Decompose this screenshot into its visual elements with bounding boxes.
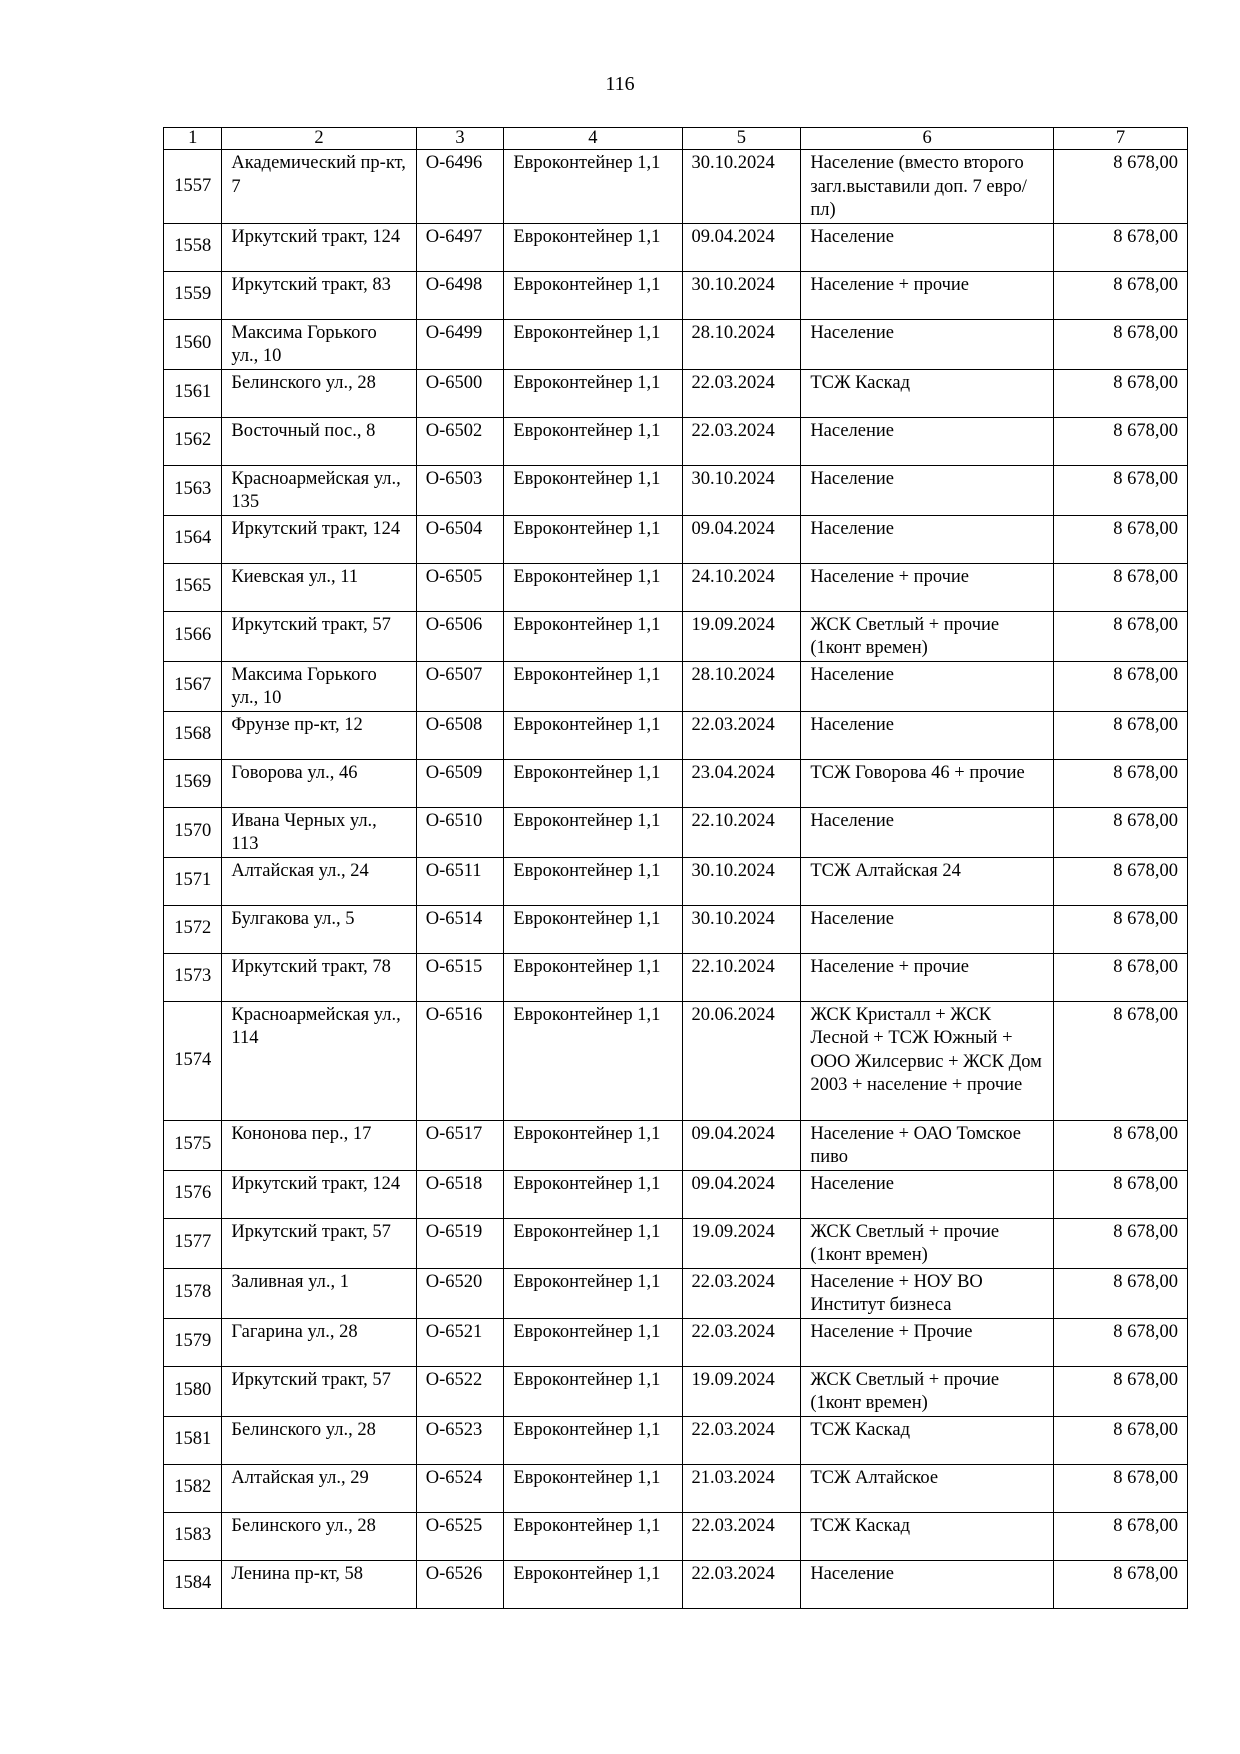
address-cell: Иркутский тракт, 124 (222, 223, 416, 271)
row-number: 1566 (164, 611, 222, 661)
address-cell: Булгакова ул., 5 (222, 905, 416, 953)
date-cell: 22.03.2024 (682, 1416, 801, 1464)
date-cell: 30.10.2024 (682, 465, 801, 515)
header-row (164, 128, 1188, 150)
row-number: 1568 (164, 711, 222, 759)
amount-cell: 8 678,00 (1054, 611, 1188, 661)
container-type-cell: Евроконтейнер 1,1 (504, 905, 682, 953)
address-cell: Восточный пос., 8 (222, 417, 416, 465)
date-cell: 22.03.2024 (682, 1268, 801, 1318)
table-row (164, 1268, 1188, 1318)
address-cell: Красноармейская ул., 135 (222, 465, 416, 515)
address-cell: Белинского ул., 28 (222, 1512, 416, 1560)
container-code-cell: О-6515 (416, 953, 504, 1001)
container-code-cell: О-6500 (416, 369, 504, 417)
container-registry-table (163, 127, 1188, 1609)
container-code-cell: О-6522 (416, 1366, 504, 1416)
address-cell: Иркутский тракт, 83 (222, 271, 416, 319)
date-cell: 19.09.2024 (682, 611, 801, 661)
container-code-cell: О-6508 (416, 711, 504, 759)
address-cell: Ленина пр-кт, 58 (222, 1560, 416, 1608)
row-number: 1584 (164, 1560, 222, 1608)
owner-cell: Население (801, 465, 1054, 515)
container-type-cell: Евроконтейнер 1,1 (504, 1366, 682, 1416)
row-number: 1569 (164, 759, 222, 807)
owner-cell: Население (801, 1560, 1054, 1608)
owner-cell: Население (801, 661, 1054, 711)
amount-cell: 8 678,00 (1054, 1366, 1188, 1416)
amount-cell: 8 678,00 (1054, 1416, 1188, 1464)
amount-cell: 8 678,00 (1054, 1560, 1188, 1608)
row-number: 1575 (164, 1120, 222, 1170)
owner-cell: Население (801, 905, 1054, 953)
container-code-cell: О-6496 (416, 150, 504, 224)
owner-cell: ТСЖ Каскад (801, 369, 1054, 417)
header-cell: 5 (682, 128, 801, 150)
container-type-cell: Евроконтейнер 1,1 (504, 661, 682, 711)
table-row (164, 611, 1188, 661)
table-row (164, 661, 1188, 711)
container-type-cell: Евроконтейнер 1,1 (504, 1120, 682, 1170)
container-type-cell: Евроконтейнер 1,1 (504, 807, 682, 857)
amount-cell: 8 678,00 (1054, 857, 1188, 905)
row-number: 1574 (164, 1001, 222, 1120)
container-code-cell: О-6520 (416, 1268, 504, 1318)
container-type-cell: Евроконтейнер 1,1 (504, 150, 682, 224)
owner-cell: ТСЖ Алтайская 24 (801, 857, 1054, 905)
date-cell: 24.10.2024 (682, 563, 801, 611)
row-number: 1572 (164, 905, 222, 953)
date-cell: 21.03.2024 (682, 1464, 801, 1512)
address-cell: Академический пр-кт, 7 (222, 150, 416, 224)
owner-cell: Население (801, 417, 1054, 465)
table-row (164, 1170, 1188, 1218)
owner-cell: ЖСК Кристалл + ЖСК Лесной + ТСЖ Южный + ООО Жилсервис + ЖСК Дом 2003 + население + прочие (801, 1001, 1054, 1120)
container-code-cell: О-6519 (416, 1218, 504, 1268)
header-cell: 4 (504, 128, 682, 150)
owner-cell: Население (801, 711, 1054, 759)
date-cell: 28.10.2024 (682, 661, 801, 711)
date-cell: 19.09.2024 (682, 1218, 801, 1268)
date-cell: 09.04.2024 (682, 223, 801, 271)
date-cell: 09.04.2024 (682, 1170, 801, 1218)
table-row (164, 1318, 1188, 1366)
page-number: 116 (605, 73, 635, 95)
container-type-cell: Евроконтейнер 1,1 (504, 369, 682, 417)
container-code-cell: О-6502 (416, 417, 504, 465)
container-code-cell: О-6526 (416, 1560, 504, 1608)
amount-cell: 8 678,00 (1054, 905, 1188, 953)
date-cell: 30.10.2024 (682, 905, 801, 953)
amount-cell: 8 678,00 (1054, 1170, 1188, 1218)
date-cell: 22.03.2024 (682, 1318, 801, 1366)
date-cell: 22.03.2024 (682, 711, 801, 759)
container-code-cell: О-6521 (416, 1318, 504, 1366)
date-cell: 23.04.2024 (682, 759, 801, 807)
container-code-cell: О-6506 (416, 611, 504, 661)
container-type-cell: Евроконтейнер 1,1 (504, 953, 682, 1001)
header-cell: 7 (1054, 128, 1188, 150)
date-cell: 22.03.2024 (682, 1560, 801, 1608)
container-code-cell: О-6504 (416, 515, 504, 563)
container-type-cell: Евроконтейнер 1,1 (504, 611, 682, 661)
amount-cell: 8 678,00 (1054, 515, 1188, 563)
container-code-cell: О-6503 (416, 465, 504, 515)
row-number: 1578 (164, 1268, 222, 1318)
amount-cell: 8 678,00 (1054, 271, 1188, 319)
date-cell: 22.10.2024 (682, 953, 801, 1001)
table-row (164, 1366, 1188, 1416)
address-cell: Киевская ул., 11 (222, 563, 416, 611)
owner-cell: ТСЖ Каскад (801, 1416, 1054, 1464)
container-type-cell: Евроконтейнер 1,1 (504, 1268, 682, 1318)
table-row (164, 857, 1188, 905)
row-number: 1582 (164, 1464, 222, 1512)
owner-cell: ТСЖ Каскад (801, 1512, 1054, 1560)
table-row (164, 1120, 1188, 1170)
table-row (164, 515, 1188, 563)
container-code-cell: О-6510 (416, 807, 504, 857)
container-code-cell: О-6514 (416, 905, 504, 953)
table-row (164, 465, 1188, 515)
date-cell: 28.10.2024 (682, 319, 801, 369)
container-type-cell: Евроконтейнер 1,1 (504, 1464, 682, 1512)
container-type-cell: Евроконтейнер 1,1 (504, 1416, 682, 1464)
table-row (164, 563, 1188, 611)
container-code-cell: О-6517 (416, 1120, 504, 1170)
row-number: 1567 (164, 661, 222, 711)
owner-cell: Население + прочие (801, 563, 1054, 611)
amount-cell: 8 678,00 (1054, 150, 1188, 224)
row-number: 1565 (164, 563, 222, 611)
table-row (164, 953, 1188, 1001)
owner-cell: Население (801, 1170, 1054, 1218)
container-type-cell: Евроконтейнер 1,1 (504, 563, 682, 611)
amount-cell: 8 678,00 (1054, 661, 1188, 711)
row-number: 1563 (164, 465, 222, 515)
owner-cell: Население + прочие (801, 271, 1054, 319)
container-code-cell: О-6523 (416, 1416, 504, 1464)
date-cell: 22.03.2024 (682, 1512, 801, 1560)
date-cell: 20.06.2024 (682, 1001, 801, 1120)
amount-cell: 8 678,00 (1054, 807, 1188, 857)
row-number: 1558 (164, 223, 222, 271)
container-type-cell: Евроконтейнер 1,1 (504, 711, 682, 759)
address-cell: Иркутский тракт, 124 (222, 1170, 416, 1218)
date-cell: 09.04.2024 (682, 515, 801, 563)
table-row (164, 1464, 1188, 1512)
address-cell: Белинского ул., 28 (222, 1416, 416, 1464)
row-number: 1562 (164, 417, 222, 465)
owner-cell: Население (вместо второго загл.выставили доп. 7 евро/пл) (801, 150, 1054, 224)
owner-cell: ЖСК Светлый + прочие (1конт времен) (801, 1218, 1054, 1268)
header-cell: 1 (164, 128, 222, 150)
date-cell: 22.03.2024 (682, 369, 801, 417)
address-cell: Алтайская ул., 24 (222, 857, 416, 905)
table-row (164, 1001, 1188, 1120)
container-type-cell: Евроконтейнер 1,1 (504, 1170, 682, 1218)
date-cell: 30.10.2024 (682, 150, 801, 224)
owner-cell: ТСЖ Говорова 46 + прочие (801, 759, 1054, 807)
amount-cell: 8 678,00 (1054, 563, 1188, 611)
container-type-cell: Евроконтейнер 1,1 (504, 465, 682, 515)
header-cell: 2 (222, 128, 416, 150)
amount-cell: 8 678,00 (1054, 1464, 1188, 1512)
address-cell: Белинского ул., 28 (222, 369, 416, 417)
row-number: 1580 (164, 1366, 222, 1416)
row-number: 1576 (164, 1170, 222, 1218)
owner-cell: Население (801, 807, 1054, 857)
container-code-cell: О-6511 (416, 857, 504, 905)
address-cell: Красноармейская ул., 114 (222, 1001, 416, 1120)
date-cell: 30.10.2024 (682, 271, 801, 319)
container-type-cell: Евроконтейнер 1,1 (504, 759, 682, 807)
amount-cell: 8 678,00 (1054, 1120, 1188, 1170)
row-number: 1564 (164, 515, 222, 563)
amount-cell: 8 678,00 (1054, 1512, 1188, 1560)
owner-cell: Население (801, 515, 1054, 563)
container-code-cell: О-6499 (416, 319, 504, 369)
address-cell: Фрунзе пр-кт, 12 (222, 711, 416, 759)
row-number: 1583 (164, 1512, 222, 1560)
container-type-cell: Евроконтейнер 1,1 (504, 223, 682, 271)
amount-cell: 8 678,00 (1054, 319, 1188, 369)
row-number: 1571 (164, 857, 222, 905)
date-cell: 30.10.2024 (682, 857, 801, 905)
container-code-cell: О-6505 (416, 563, 504, 611)
owner-cell: Население + НОУ ВО Институт бизнеса (801, 1268, 1054, 1318)
table-row (164, 369, 1188, 417)
owner-cell: Население + ОАО Томское пиво (801, 1120, 1054, 1170)
amount-cell: 8 678,00 (1054, 369, 1188, 417)
owner-cell: ЖСК Светлый + прочие (1конт времен) (801, 611, 1054, 661)
table-row (164, 1560, 1188, 1608)
address-cell: Иркутский тракт, 57 (222, 611, 416, 661)
container-type-cell: Евроконтейнер 1,1 (504, 1560, 682, 1608)
address-cell: Гагарина ул., 28 (222, 1318, 416, 1366)
date-cell: 19.09.2024 (682, 1366, 801, 1416)
table-row (164, 1218, 1188, 1268)
container-type-cell: Евроконтейнер 1,1 (504, 319, 682, 369)
table-row (164, 759, 1188, 807)
address-cell: Максима Горького ул., 10 (222, 319, 416, 369)
amount-cell: 8 678,00 (1054, 1268, 1188, 1318)
table-row (164, 223, 1188, 271)
container-type-cell: Евроконтейнер 1,1 (504, 1001, 682, 1120)
owner-cell: Население (801, 319, 1054, 369)
address-cell: Заливная ул., 1 (222, 1268, 416, 1318)
container-type-cell: Евроконтейнер 1,1 (504, 1512, 682, 1560)
row-number: 1557 (164, 150, 222, 224)
row-number: 1560 (164, 319, 222, 369)
header-cell: 3 (416, 128, 504, 150)
amount-cell: 8 678,00 (1054, 1001, 1188, 1120)
container-code-cell: О-6507 (416, 661, 504, 711)
container-code-cell: О-6516 (416, 1001, 504, 1120)
amount-cell: 8 678,00 (1054, 465, 1188, 515)
table-row (164, 807, 1188, 857)
container-type-cell: Евроконтейнер 1,1 (504, 1318, 682, 1366)
table-row (164, 1512, 1188, 1560)
table-row (164, 319, 1188, 369)
address-cell: Иркутский тракт, 57 (222, 1366, 416, 1416)
address-cell: Максима Горького ул., 10 (222, 661, 416, 711)
amount-cell: 8 678,00 (1054, 223, 1188, 271)
owner-cell: Население + прочие (801, 953, 1054, 1001)
address-cell: Иркутский тракт, 57 (222, 1218, 416, 1268)
table-row (164, 150, 1188, 224)
table-row (164, 905, 1188, 953)
date-cell: 22.10.2024 (682, 807, 801, 857)
container-type-cell: Евроконтейнер 1,1 (504, 1218, 682, 1268)
container-code-cell: О-6498 (416, 271, 504, 319)
row-number: 1577 (164, 1218, 222, 1268)
address-cell: Иркутский тракт, 78 (222, 953, 416, 1001)
amount-cell: 8 678,00 (1054, 1218, 1188, 1268)
table-row (164, 711, 1188, 759)
row-number: 1579 (164, 1318, 222, 1366)
address-cell: Говорова ул., 46 (222, 759, 416, 807)
container-type-cell: Евроконтейнер 1,1 (504, 515, 682, 563)
amount-cell: 8 678,00 (1054, 759, 1188, 807)
address-cell: Алтайская ул., 29 (222, 1464, 416, 1512)
table-row (164, 417, 1188, 465)
row-number: 1561 (164, 369, 222, 417)
address-cell: Иркутский тракт, 124 (222, 515, 416, 563)
container-code-cell: О-6509 (416, 759, 504, 807)
row-number: 1559 (164, 271, 222, 319)
table-row (164, 1416, 1188, 1464)
row-number: 1573 (164, 953, 222, 1001)
address-cell: Кононова пер., 17 (222, 1120, 416, 1170)
row-number: 1581 (164, 1416, 222, 1464)
owner-cell: ЖСК Светлый + прочие (1конт времен) (801, 1366, 1054, 1416)
owner-cell: ТСЖ Алтайское (801, 1464, 1054, 1512)
date-cell: 09.04.2024 (682, 1120, 801, 1170)
row-number: 1570 (164, 807, 222, 857)
table-row (164, 271, 1188, 319)
amount-cell: 8 678,00 (1054, 711, 1188, 759)
container-type-cell: Евроконтейнер 1,1 (504, 271, 682, 319)
owner-cell: Население (801, 223, 1054, 271)
container-code-cell: О-6518 (416, 1170, 504, 1218)
amount-cell: 8 678,00 (1054, 1318, 1188, 1366)
address-cell: Ивана Черных ул., 113 (222, 807, 416, 857)
container-type-cell: Евроконтейнер 1,1 (504, 857, 682, 905)
container-code-cell: О-6497 (416, 223, 504, 271)
container-code-cell: О-6525 (416, 1512, 504, 1560)
amount-cell: 8 678,00 (1054, 953, 1188, 1001)
header-cell: 6 (801, 128, 1054, 150)
container-type-cell: Евроконтейнер 1,1 (504, 417, 682, 465)
container-code-cell: О-6524 (416, 1464, 504, 1512)
date-cell: 22.03.2024 (682, 417, 801, 465)
amount-cell: 8 678,00 (1054, 417, 1188, 465)
owner-cell: Население + Прочие (801, 1318, 1054, 1366)
